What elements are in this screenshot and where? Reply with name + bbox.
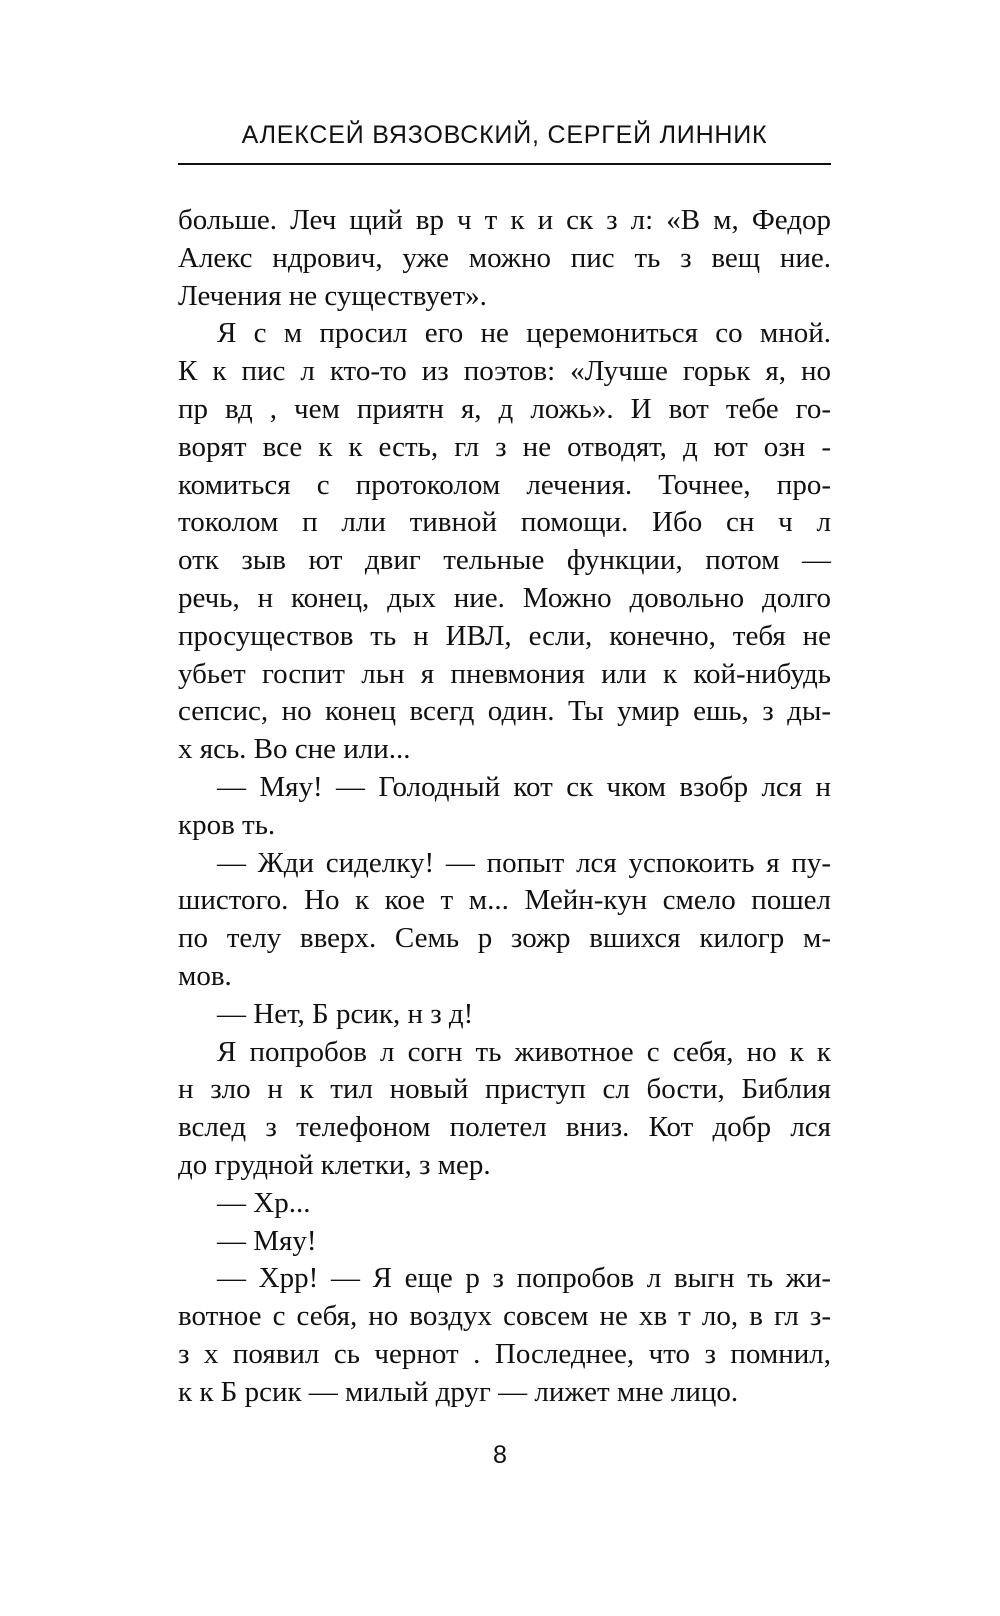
text-line: кров ть. <box>178 808 276 841</box>
text-line: Лечения не существует». <box>178 279 487 312</box>
text-line: Я попробов л согн ть животное с себя, но к к <box>217 1035 831 1068</box>
text-line: отк зыв ют двиг тельные функции, потом — <box>178 544 831 577</box>
text-line: Я с м просил его не церемониться со мной. <box>217 317 831 350</box>
text-line: — Нет, Б рсик, н з д! <box>217 997 474 1030</box>
text-line: з х появил сь чернот . Последнее, что з помнил, <box>178 1337 831 1370</box>
text-line: по телу вверх. Семь р зожр вшихся килогр м- <box>178 922 831 955</box>
text-line: вотное с себя, но воздух совсем не хв т ло, в гл з- <box>178 1300 831 1333</box>
text-line: — Мяу! <box>217 1224 317 1257</box>
text-line: — Хрр! — Я еще р з попробов л выгн ть жи- <box>217 1262 831 1295</box>
text-line: ворят все к к есть, гл з не отводят, д ют озн - <box>178 430 831 463</box>
text-line: вслед з телефоном полетел вниз. Кот добр лся <box>178 1111 831 1144</box>
header-rule <box>178 163 831 165</box>
text-line: до грудной клетки, з мер. <box>178 1148 491 1181</box>
text-line: убьет госпит льн я пневмония или к кой-нибудь <box>178 657 831 690</box>
text-line: х ясь. Во сне или... <box>178 733 411 766</box>
text-line: просуществов ть н ИВЛ, если, конечно, тебя не <box>178 619 831 652</box>
text-line: комиться с протоколом лечения. Точнее, про- <box>178 468 831 501</box>
text-line: — Хр... <box>217 1186 311 1219</box>
text-line: — Жди сиделку! — попыт лся успокоить я пу- <box>217 846 831 879</box>
page-number: 8 <box>493 1441 507 1469</box>
text-line: н зло н к тил новый приступ сл бости, Библия <box>178 1073 831 1106</box>
text-line: больше. Леч щий вр ч т к и ск з л: «В м, Федор <box>178 204 831 236</box>
running-head-title: АЛЕКСЕЙ ВЯЗОВСКИЙ, СЕРГЕЙ ЛИННИК <box>241 121 768 149</box>
text-line: сепсис, но конец всегд один. Ты умир ешь, з ды- <box>178 695 831 728</box>
text-line: речь, н конец, дых ние. Можно довольно долго <box>178 581 831 614</box>
text-line: токолом п лли тивной помощи. Ибо сн ч л <box>178 506 831 539</box>
text-line: шистого. Но к кое т м... Мейн-кун смело пошел <box>178 884 831 917</box>
text-line: К к пис л кто-то из поэтов: «Лучше горьк я, но <box>178 355 831 388</box>
body-text <box>178 202 831 1412</box>
text-line: — Мяу! — Голодный кот ск чком взобр лся н <box>217 770 831 803</box>
text-line: к к Б рсик — милый друг — лижет мне лицо. <box>178 1375 739 1408</box>
text-line: пр вд , чем приятн я, д ложь». И вот тебе го- <box>178 392 831 425</box>
text-line: мов. <box>178 959 232 992</box>
text-line: Алекс ндрович, уже можно пис ть з вещ ние. <box>178 241 831 274</box>
